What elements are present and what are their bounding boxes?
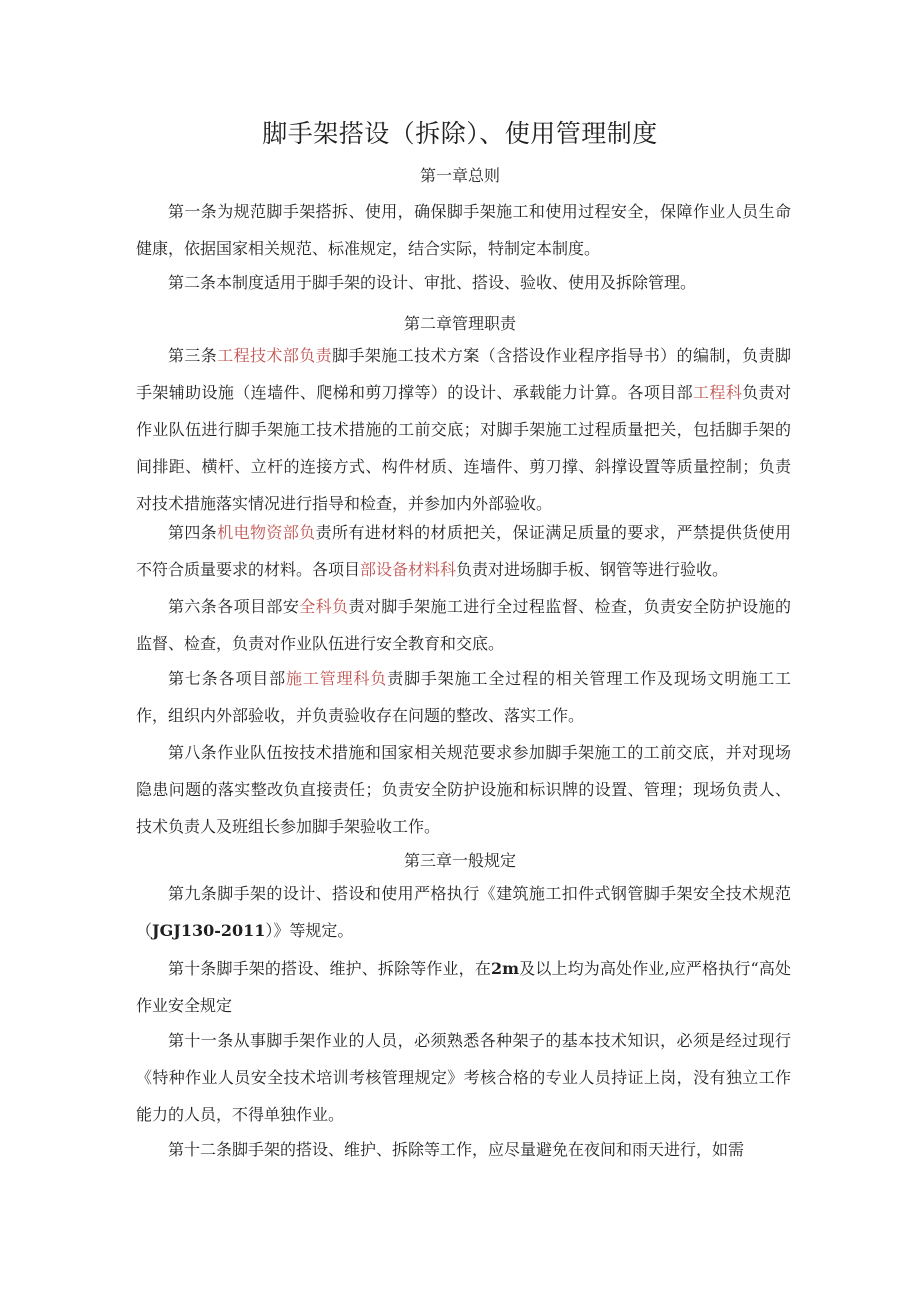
article-text: 负责对进场脚手板、钢管等进行验收。 [456,560,729,579]
document-title: 脚手架搭设（拆除）、使用管理制度 [262,119,658,148]
highlighted-department: 工程科 [693,383,743,402]
article-text: 责所有进材料的材质把关，保证满足质量的要求，严禁提供货使用不符合质量要求的材料。各项目 [136,523,791,579]
highlighted-department: 工程技术部负责 [217,346,333,365]
article-1 [136,193,791,267]
article-9 [136,875,791,949]
article-10 [136,950,791,1024]
chapter-heading-2: 第二章管理职责 [403,314,516,333]
article-text: 第十条脚手架的搭设、维护、拆除等作业，在 [168,959,491,978]
article-4 [136,514,791,588]
highlighted-department: 全科负 [299,597,349,616]
article-12 [136,1131,791,1168]
article-text: 第十一条从事脚手架作业的人员，必须熟悉各种架子的基本技术知识，必须是经过现行《特种作业人员安全技术培训考核管理规定》考核合格的专业人员持证上岗，没有独立工作能力的人员，不得单独作业。 [136,1031,791,1124]
article-text: 第三条 [168,346,218,365]
article-text: 第九条脚手架的设计、搭设和使用严格执行《建筑施工扣件式钢管脚手架安全技术规范（ [136,884,791,940]
article-text: 第一条为规范脚手架搭拆、使用，确保脚手架施工和使用过程安全，保障作业人员生命健康，依据国家相关规范、标准规定，结合实际，特制定本制度。 [136,202,791,258]
article-3 [136,337,791,522]
article-text: 第八条作业队伍按技术措施和国家相关规范要求参加脚手架施工的工前交底，并对现场隐患问题的落实整改负直接责任；负责安全防护设施和标识牌的设置、管理；现场负责人、技术负责人及班组长参加脚手架验收工作。 [136,743,791,836]
article-text: ）》等规定。 [265,921,354,940]
article-11 [136,1022,791,1133]
article-6 [136,588,791,662]
highlighted-department: 部设备材料科 [360,560,457,579]
chapter-heading-1: 第一章总则 [419,166,500,185]
article-text: 脚手架施工技术方案（含搭设作业程序指导书）的编制，负责脚手架辅助设施（连墙件、爬梯和剪刀撑等）的设计、承载能力计算。各项目部 [136,346,791,402]
article-text: 负责对作业队伍进行脚手架施工技术措施的工前交底；对脚手架施工过程质量把关，包括脚手架的间排距、横杆、立杆的连接方式、构件材质、连墙件、剪刀撑、斜撑设置等质量控制；负责对技术措施落实情况进行指导和检查，并参加内外部验收。 [136,383,791,513]
highlighted-department: 机电物资部负 [217,523,316,542]
article-text: 责脚手架施工全过程的相关管理工作及现场文明施工工作，组织内外部验收，并负责验收存在问题的整改、落实工作。 [136,669,791,725]
article-text: 第六条各项目部安 [168,597,300,616]
article-text: 及以上均为高处作业,应严格执行“高处作业安全规定 [136,959,791,1015]
article-2 [136,264,791,301]
chapter-heading-3: 第三章一般规定 [403,851,516,870]
standard-code: JGJ130-2011 [152,921,266,940]
article-text: 第二条本制度适用于脚手架的设计、审批、搭设、验收、使用及拆除管理。 [168,273,697,292]
article-7 [136,660,791,734]
article-text: 第四条 [168,523,218,542]
article-text: 第七条各项目部 [168,669,287,688]
article-text: 责对脚手架施工进行全过程监督、检查，负责安全防护设施的监督、检查，负责对作业队伍进行安全教育和交底。 [136,597,791,653]
highlighted-department: 施工管理科负 [286,669,388,688]
article-8 [136,734,791,845]
article-text: 第十二条脚手架的搭设、维护、拆除等工作，应尽量避免在夜间和雨天进行，如需 [168,1140,745,1159]
height-value: 2m [490,959,520,978]
